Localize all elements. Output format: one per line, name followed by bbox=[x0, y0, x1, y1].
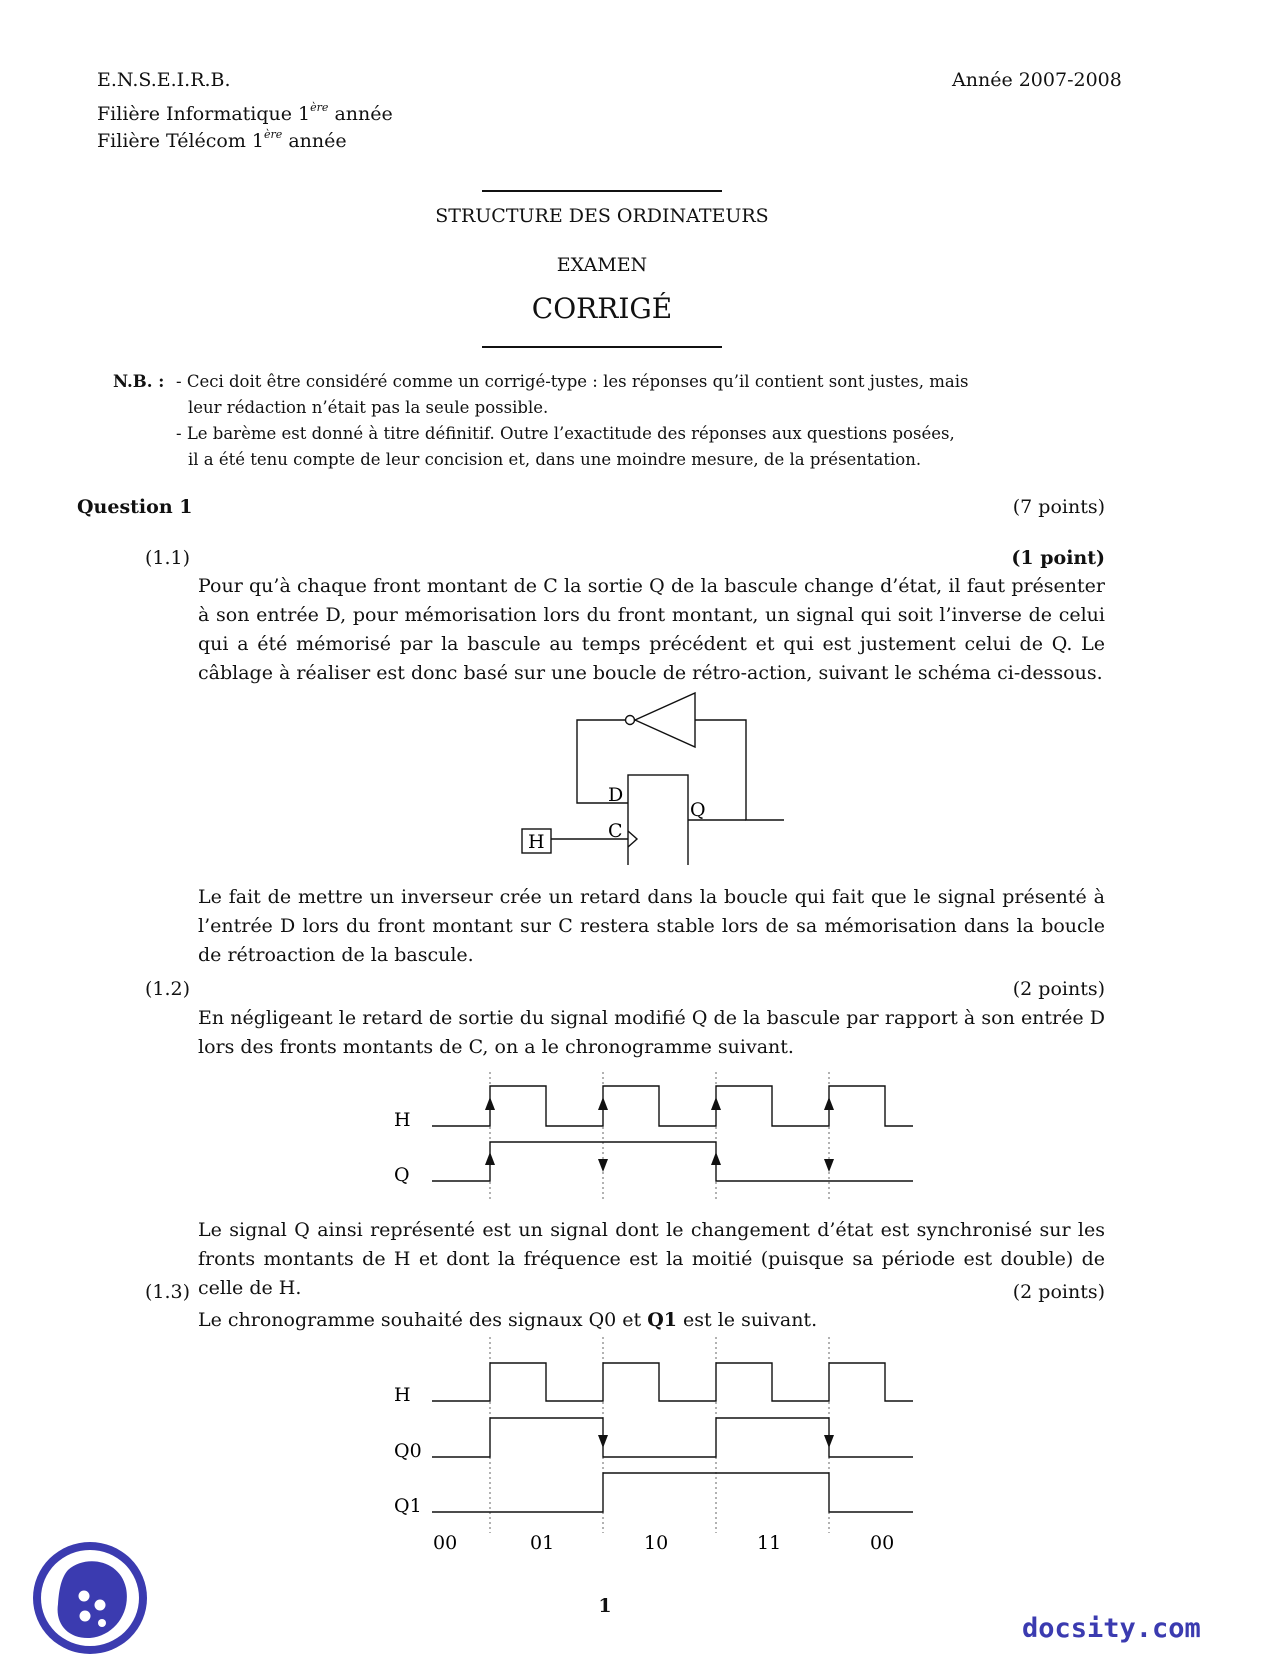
q13-paragraph-1 bbox=[198, 1306, 1105, 1335]
q11-points: (1 point) bbox=[1011, 547, 1105, 569]
rising-edge-arrow bbox=[485, 1152, 495, 1165]
chronogram-h-q bbox=[380, 1070, 920, 1205]
flipflop-box bbox=[628, 775, 688, 865]
signal-label-q: Q bbox=[394, 1164, 410, 1186]
docsity-watermark[interactable]: docsity.com bbox=[1022, 1613, 1201, 1644]
program-informatique-text: Filière Informatique 1 bbox=[97, 103, 311, 125]
program-telecom bbox=[97, 120, 347, 156]
program-telecom-suffix: année bbox=[282, 130, 347, 152]
feedback-wire-from-q bbox=[695, 720, 784, 820]
d-pin-label: D bbox=[608, 784, 624, 806]
q12-paragraph-2: Le signal Q ainsi représenté est un signal dont le changement d’état est synchronisé sur les fronts montants de H et dont la fréquence est la moitié (puisque sa période est double) de celle de H. bbox=[198, 1219, 1105, 1299]
rising-edge-arrow bbox=[711, 1152, 721, 1165]
title-rule-top bbox=[482, 190, 722, 192]
q11-paragraph-1: Pour qu’à chaque front montant de C la sortie Q de la bascule change d’état, il faut présenter à son entrée D, pour mémorisation lors du front montant, un signal qui soit l’inverse de celui qui a été mémorisé par la bascule au temps précédent et qui est justement celui de Q. Le câblage à réaliser est donc basé sur une boucle de rétro-action, suivant le schéma ci-dessous. bbox=[198, 575, 1105, 684]
falling-edge-arrow bbox=[598, 1159, 608, 1172]
nb-item-2-cont: il a été tenu compte de leur concision et, dans une moindre mesure, de la présentation. bbox=[188, 450, 922, 469]
state-label: 11 bbox=[757, 1532, 782, 1554]
page-title: CORRIGÉ bbox=[531, 292, 673, 325]
docsity-logo-icon bbox=[28, 1530, 152, 1656]
q11-label: (1.1) bbox=[145, 547, 191, 569]
program-informatique-suffix: année bbox=[328, 103, 393, 125]
q13-text-c: est le suivant. bbox=[677, 1309, 818, 1331]
q0-waveform bbox=[432, 1418, 913, 1457]
exam-title: EXAMEN bbox=[556, 254, 648, 276]
program-telecom-text: Filière Télécom 1 bbox=[97, 130, 265, 152]
q13-label: (1.3) bbox=[145, 1281, 191, 1303]
rising-edge-arrow bbox=[485, 1097, 495, 1110]
q-waveform bbox=[432, 1142, 913, 1181]
q13-text-a: Le chronogramme souhaité des signaux Q0 et bbox=[198, 1309, 648, 1331]
ordinal-sup: ère bbox=[264, 128, 283, 141]
falling-edge-arrow bbox=[824, 1159, 834, 1172]
rising-edge-arrow bbox=[824, 1097, 834, 1110]
q1-waveform bbox=[432, 1473, 913, 1512]
nb-item-1-cont: leur rédaction n’était pas la seule possible. bbox=[188, 398, 549, 417]
q12-label: (1.2) bbox=[145, 978, 191, 1000]
state-label: 01 bbox=[530, 1532, 555, 1554]
chronogram-h-q0-q1 bbox=[380, 1335, 920, 1560]
q11-paragraph-2: Le fait de mettre un inverseur crée un retard dans la boucle qui fait que le signal présenté à l’entrée D lors du front montant sur C restera stable lors de sa mémorisation dans la boucle de rétroaction de la bascule. bbox=[198, 886, 1105, 966]
nb-label: N.B. : bbox=[113, 372, 165, 391]
c-pin-label: C bbox=[608, 820, 623, 842]
q12-paragraph-1: En négligeant le retard de sortie du signal modifié Q de la bascule par rapport à son entrée D lors des fronts montants de C, on a le chronogramme suivant. bbox=[198, 1007, 1105, 1058]
h-waveform bbox=[432, 1363, 913, 1401]
h-input-label: H bbox=[528, 831, 545, 853]
falling-edge-arrow bbox=[598, 1435, 608, 1448]
question-1-title: Question 1 bbox=[77, 496, 193, 518]
falling-edge-arrow bbox=[824, 1435, 834, 1448]
page-number: 1 bbox=[598, 1595, 612, 1617]
flipflop-feedback-circuit bbox=[510, 685, 800, 865]
ordinal-sup: ère bbox=[310, 101, 329, 114]
inverter-bubble bbox=[626, 716, 635, 725]
rising-edge-arrow bbox=[598, 1097, 608, 1110]
signal-label-q0: Q0 bbox=[394, 1440, 422, 1462]
question-1-points: (7 points) bbox=[1012, 496, 1105, 518]
nb-item-1: - Ceci doit être considéré comme un corrigé-type : les réponses qu’il contient sont justes, mais bbox=[176, 372, 969, 391]
q13-points: (2 points) bbox=[1012, 1281, 1105, 1303]
rising-edge-arrow bbox=[711, 1097, 721, 1110]
q-pin-label: Q bbox=[690, 799, 706, 821]
course-title: STRUCTURE DES ORDINATEURS bbox=[435, 205, 769, 227]
state-label: 00 bbox=[870, 1532, 895, 1554]
h-waveform bbox=[432, 1086, 913, 1126]
academic-year: Année 2007-2008 bbox=[952, 69, 1122, 91]
q13-text-q1: Q1 bbox=[647, 1309, 677, 1331]
signal-label-q1: Q1 bbox=[394, 1495, 422, 1517]
state-label: 00 bbox=[433, 1532, 458, 1554]
title-rule-bottom bbox=[482, 346, 722, 348]
state-label: 10 bbox=[644, 1532, 669, 1554]
signal-label-h: H bbox=[394, 1109, 411, 1131]
signal-label-h: H bbox=[394, 1384, 411, 1406]
inverter-triangle bbox=[635, 693, 695, 747]
school-name: E.N.S.E.I.R.B. bbox=[97, 69, 231, 91]
nb-item-2: - Le barème est donné à titre définitif. Outre l’exactitude des réponses aux questions posées, bbox=[176, 424, 955, 443]
q12-points: (2 points) bbox=[1012, 978, 1105, 1000]
